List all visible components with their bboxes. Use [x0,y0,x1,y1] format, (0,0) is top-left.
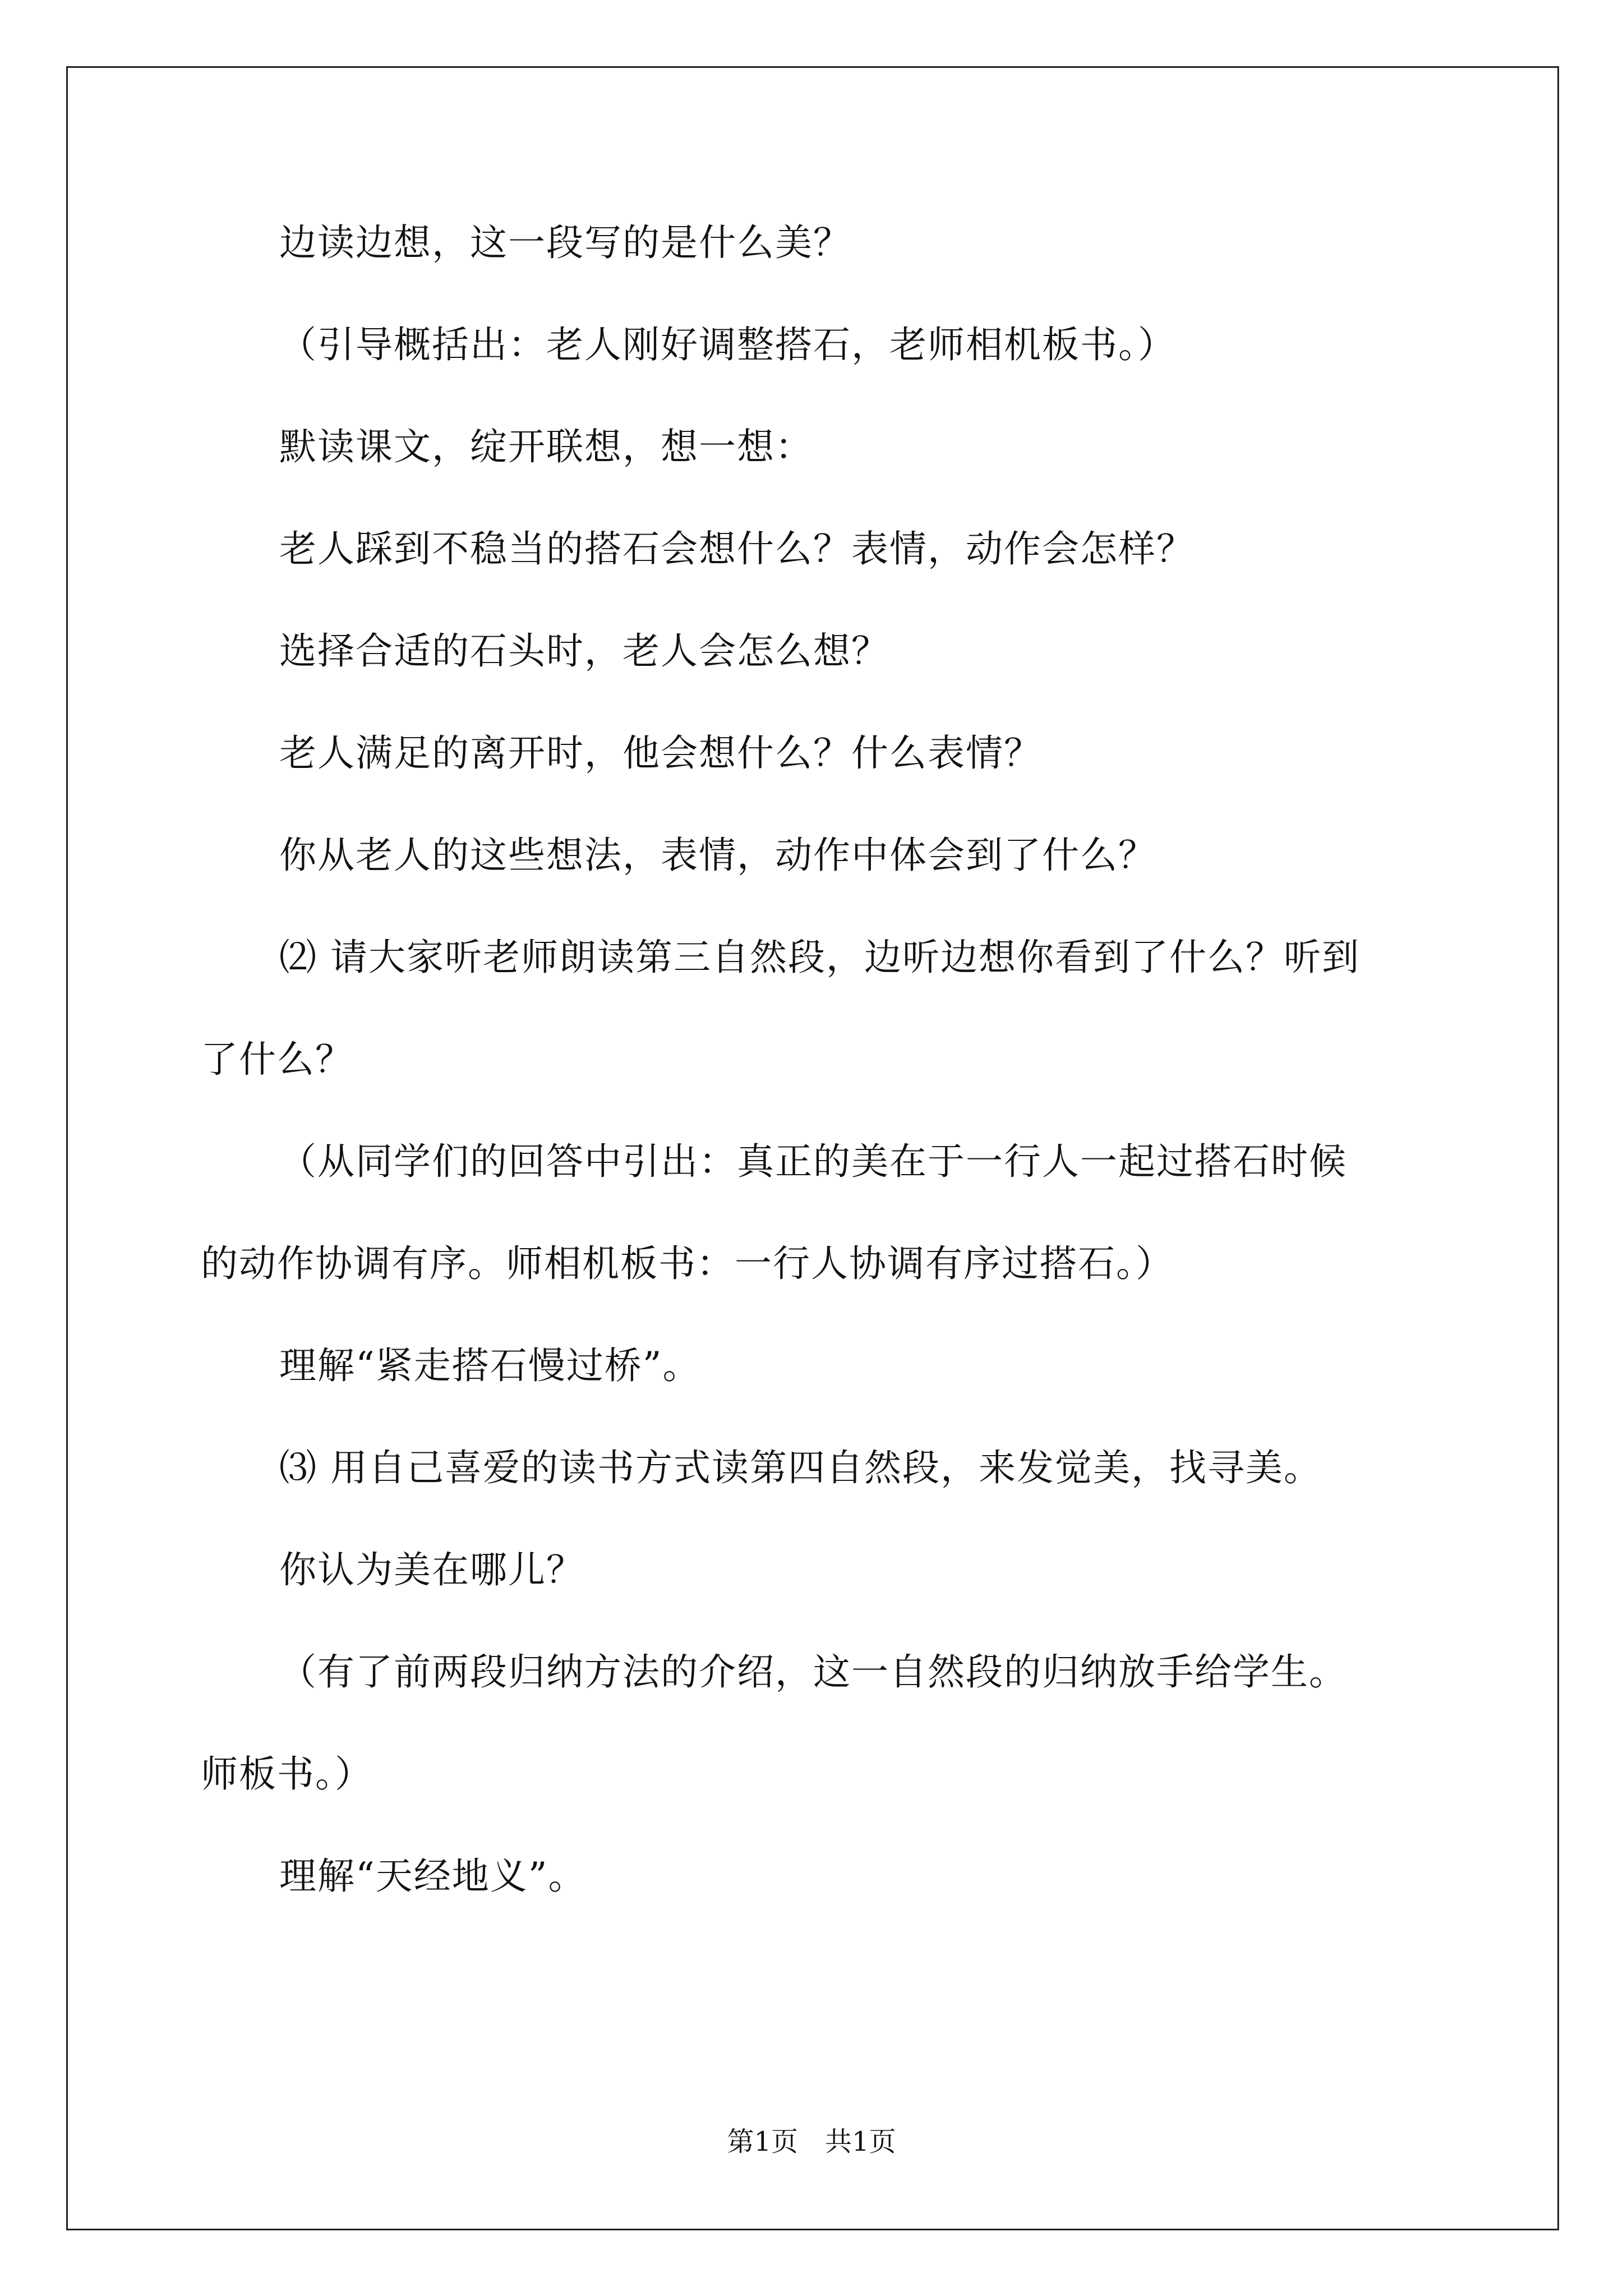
paragraph-12: 你认为美在哪儿？ [279,1548,584,1591]
paragraph-11: ⑶ 用自己喜爱的读书方式读第四自然段，来发觉美，找寻美。 [279,1446,1322,1489]
paragraph-8-line-2: 了什么？ [201,1038,353,1081]
paragraph-2: （引导概括出：老人刚好调整搭石，老师相机板书。） [279,323,1176,366]
paragraph-9-line-2: 的动作协调有序。师相机板书：一行人协调有序过搭石。） [201,1242,1174,1285]
paragraph-3: 默读课文，绽开联想，想一想： [279,425,813,468]
paragraph-8-line-1: ⑵ 请大家听老师朗读第三自然段，边听边想你看到了什么？听到 [279,936,1360,979]
paragraph-13-line-1: （有了前两段归纳方法的介绍，这一自然段的归纳放手给学生。 [279,1650,1347,1694]
paragraph-13-line-2: 师板书。） [201,1752,373,1796]
paragraph-7: 你从老人的这些想法，表情，动作中体会到了什么？ [279,834,1156,877]
paragraph-1: 边读边想，这一段写的是什么美？ [279,221,851,264]
paragraph-10: 理解“紧走搭石慢过桥”。 [279,1344,701,1387]
paragraph-6: 老人满足的离开时，他会想什么？什么表情？ [279,731,1042,775]
paragraph-5: 选择合适的石头时，老人会怎么想？ [279,629,889,673]
paragraph-9-line-1: （从同学们的回答中引出：真正的美在于一行人一起过搭石时候 [279,1140,1347,1183]
page-number-footer: 第1页 共1页 [727,2126,896,2157]
paragraph-4: 老人踩到不稳当的搭石会想什么？表情，动作会怎样？ [279,527,1195,570]
paragraph-14: 理解“天经地义”。 [279,1855,587,1898]
